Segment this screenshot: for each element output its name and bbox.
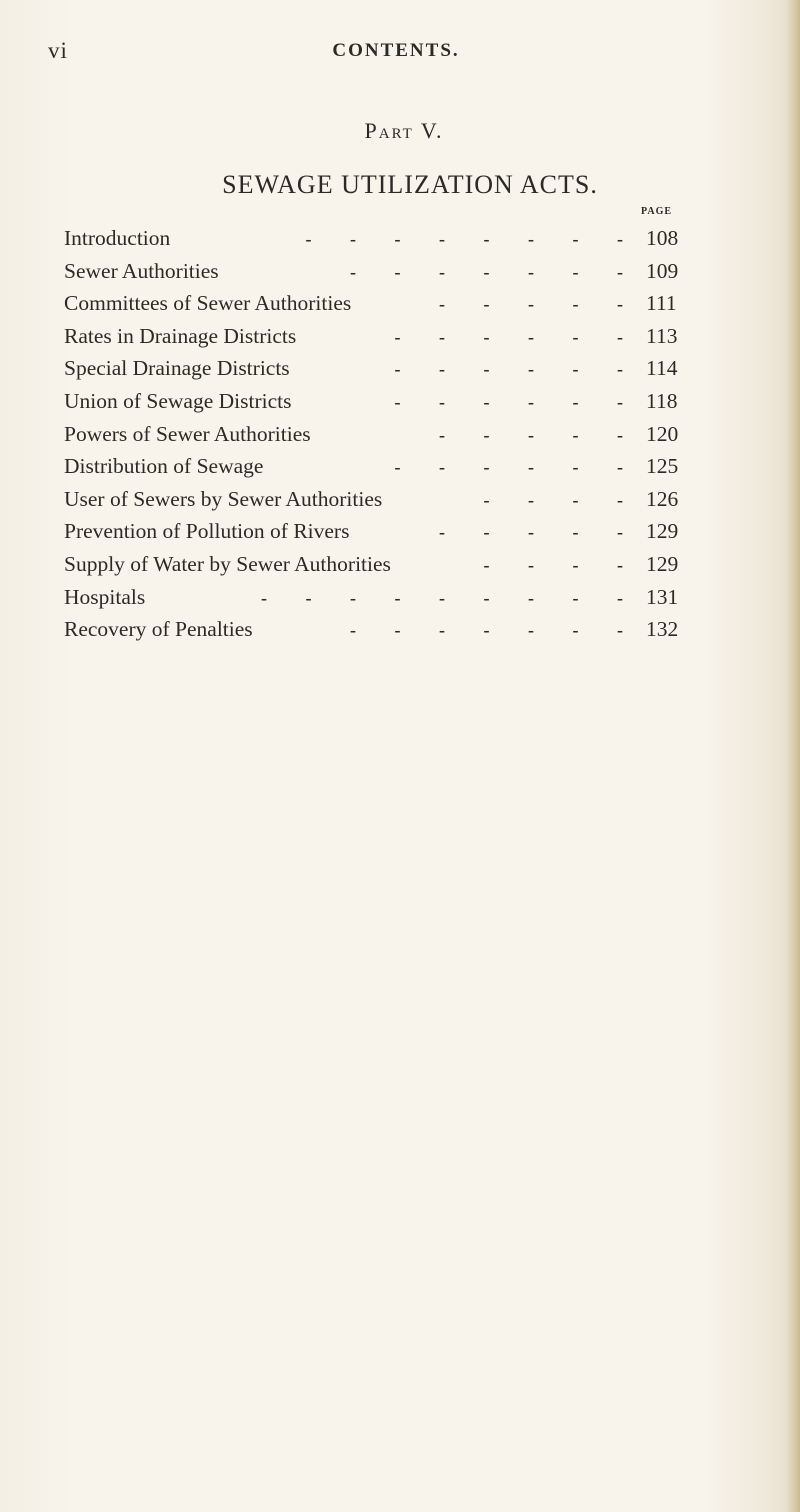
running-head — [48, 38, 668, 68]
toc-leader-dashes: - - - - - - — [394, 391, 640, 412]
toc-entry-page-number: 132 — [646, 617, 679, 642]
toc-entry-page-number: 114 — [646, 356, 678, 381]
toc-entry-powers[interactable] — [64, 418, 704, 451]
toc-leader-dashes: - - - - - - — [394, 359, 640, 380]
toc-entry-title: Union of Sewage Districts — [64, 388, 292, 413]
toc-entry-title: Powers of Sewer Authorities — [64, 421, 311, 446]
toc-entry-title: Supply of Water by Sewer Authorities — [64, 551, 391, 576]
table-of-contents — [64, 222, 704, 646]
toc-entry-page-number: 120 — [646, 421, 679, 446]
toc-entry-page-number: 129 — [646, 519, 679, 544]
toc-leader-dashes: - - - - — [483, 554, 640, 575]
toc-entry-title: Recovery of Penalties — [64, 617, 253, 642]
toc-leader-dashes: - - - - - — [439, 294, 640, 315]
toc-entry-prevention[interactable] — [64, 515, 704, 548]
toc-entry-title: Committees of Sewer Authorities — [64, 291, 352, 316]
toc-entry-page-number: 125 — [646, 454, 679, 479]
toc-entry-distribution[interactable] — [64, 450, 704, 483]
toc-leader-dashes: - - - - - — [439, 424, 640, 445]
toc-entry-page-number: 108 — [646, 226, 679, 250]
toc-entry-page-number: 129 — [646, 551, 679, 576]
toc-entry-sewer-authorities[interactable] — [64, 255, 704, 288]
toc-leader-dashes: - - - - - - — [394, 326, 640, 347]
running-head-title: CONTENTS. — [332, 40, 460, 61]
toc-entry-page-number: 113 — [646, 323, 678, 348]
toc-entry-page-number: 126 — [646, 486, 679, 511]
toc-entry-title: User of Sewers by Sewer Authorities — [64, 486, 383, 511]
toc-entry-hospitals[interactable] — [64, 581, 704, 614]
toc-entry-title: Hospitals — [64, 584, 146, 609]
toc-entry-committees[interactable] — [64, 287, 704, 320]
toc-entry-recovery[interactable] — [64, 613, 704, 646]
toc-entry-special-drainage[interactable] — [64, 352, 704, 385]
toc-entry-title: Special Drainage Districts — [64, 356, 290, 381]
toc-entry-title: Prevention of Pollution of Rivers — [64, 519, 350, 544]
toc-entry-page-number: 118 — [646, 388, 678, 413]
toc-leader-dashes: - - - - - — [439, 522, 640, 543]
toc-entry-title: Rates in Drainage Districts — [64, 323, 297, 348]
toc-entry-title: Distribution of Sewage — [64, 454, 264, 479]
toc-entry-supply-of-water[interactable] — [64, 548, 704, 581]
page-column-label: PAGE — [641, 206, 673, 217]
toc-entry-introduction[interactable] — [64, 222, 704, 255]
part-heading: Part V. — [364, 118, 444, 143]
toc-entry-page-number: 131 — [646, 584, 679, 609]
page-edge-shading — [786, 0, 800, 1512]
toc-entry-page-number: 111 — [646, 291, 677, 316]
toc-entry-union[interactable] — [64, 385, 704, 418]
toc-leader-dashes: - - - - — [483, 489, 640, 510]
toc-leader-dashes: - - - - - - - — [350, 261, 640, 282]
toc-entry-title: Sewer Authorities — [64, 258, 219, 283]
toc-leader-dashes: - - - - - - — [394, 457, 640, 478]
toc-entry-page-number: 109 — [646, 258, 679, 283]
section-heading: SEWAGE UTILIZATION ACTS. — [222, 170, 598, 199]
toc-entry-title: Introduction — [64, 226, 171, 250]
toc-entry-rates[interactable] — [64, 320, 704, 353]
toc-entry-user-of-sewers[interactable] — [64, 483, 704, 516]
toc-leader-dashes: - - - - - - - - - — [261, 587, 640, 608]
toc-leader-dashes: - - - - - - - - — [305, 229, 640, 249]
page-folio: vi — [48, 38, 68, 63]
toc-leader-dashes: - - - - - - - — [350, 620, 640, 641]
